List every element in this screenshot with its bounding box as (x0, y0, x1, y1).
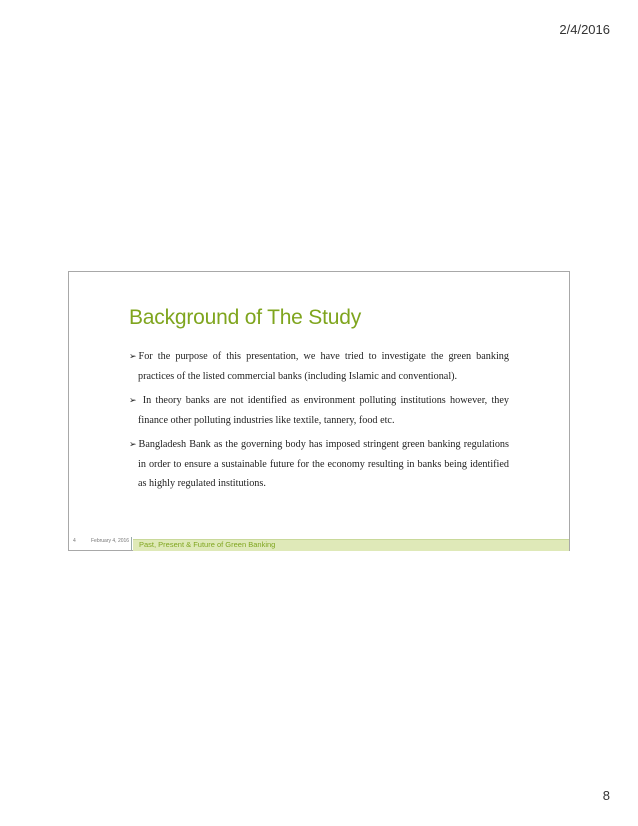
slide-title: Background of The Study (129, 306, 361, 329)
arrow-bullet-icon: ➢ (129, 396, 137, 406)
footer-title: Past, Present & Future of Green Banking (139, 540, 276, 549)
footer-slide-number: 4 (73, 538, 76, 544)
arrow-bullet-icon: ➢ (129, 440, 137, 450)
bullet-text: Bangladesh Bank as the governing body has imposed stringent green banking regulations in order to ensure a sustainable future for the economy resulting in banks being identified as highly regulated institutions. (138, 439, 509, 489)
list-item (129, 347, 509, 386)
bullet-text: For the purpose of this presentation, we have tried to investigate the green banking practices of the listed commercial banks (including Islamic and conventional). (138, 351, 509, 382)
page-number: 8 (602, 788, 610, 803)
footer-date: February 4, 2016 (91, 538, 130, 544)
footer-divider (131, 537, 132, 550)
list-item (129, 391, 509, 430)
slide-footer (69, 537, 569, 550)
bullet-text: In theory banks are not identified as environment polluting institutions however, they finance other polluting industries like textile, tannery, food etc. (138, 395, 509, 426)
footer-bar (133, 539, 569, 551)
slide (68, 271, 570, 551)
bullet-list (129, 347, 509, 498)
list-item (129, 435, 509, 493)
page-date: 2/4/2016 (559, 22, 610, 37)
arrow-bullet-icon: ➢ (129, 352, 137, 362)
